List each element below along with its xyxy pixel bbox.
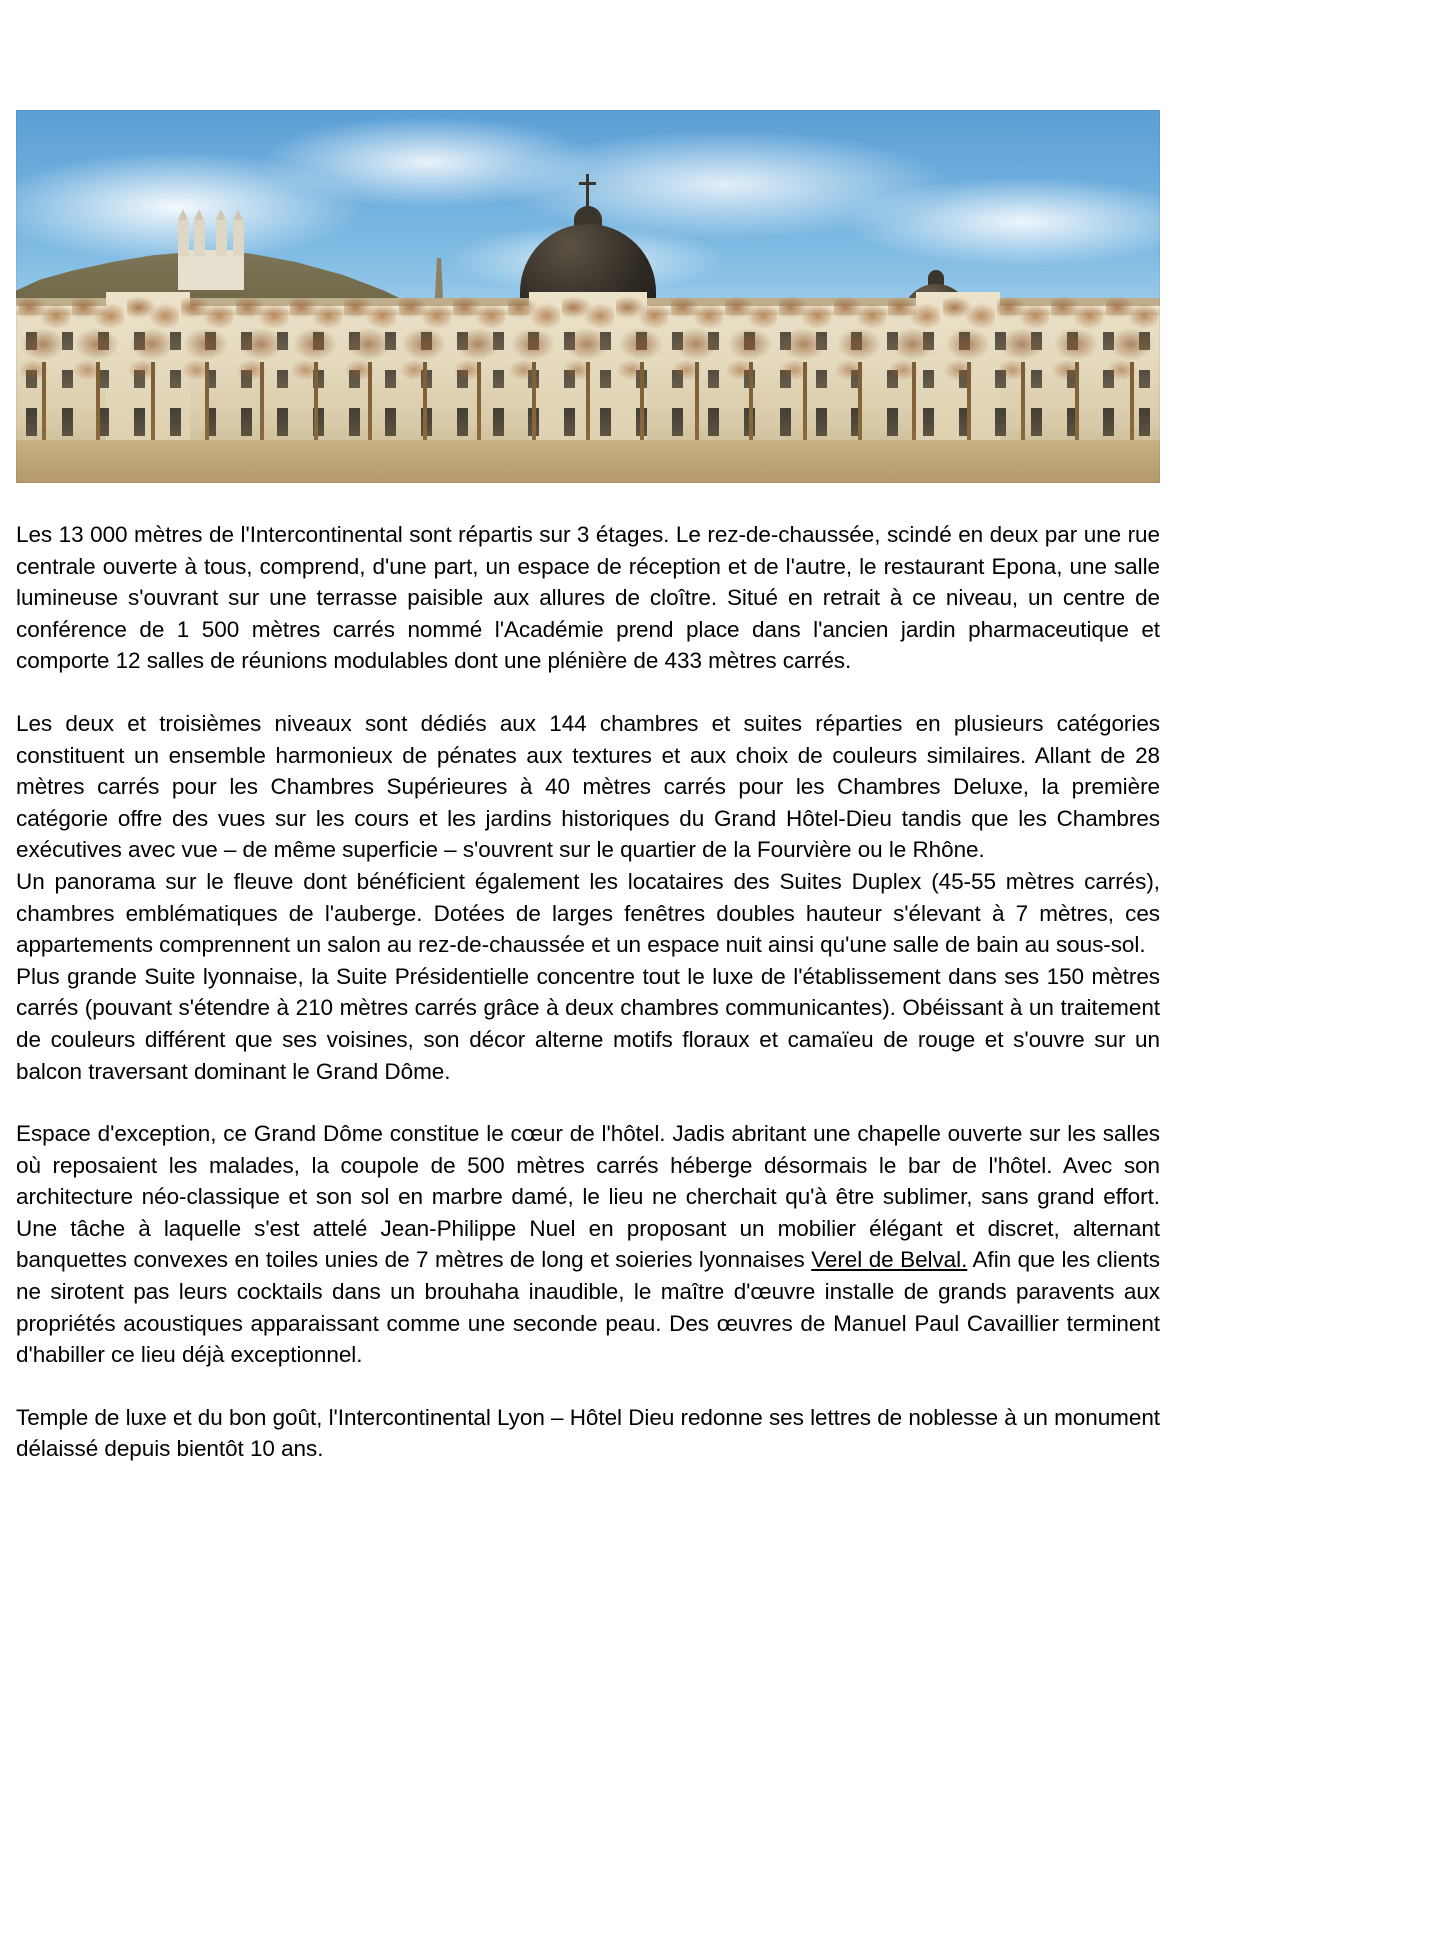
paragraph-presidential-suite: Plus grande Suite lyonnaise, la Suite Présidentielle concentre tout le luxe de l'établissement dans ses 150 mètres carrés (pouvant s'étendre à 210 mètres carrés grâce à deux chambres communicantes). Obéissant à un traitement de couleurs différent que ses voisines, son décor alterne motifs floraux et camaïeu de rouge et s'ouvre sur un balcon traversant dominant le Grand Dôme. [16, 963, 1160, 1084]
paragraph-spacer [16, 1087, 1160, 1118]
paragraph-duplex-suites: Un panorama sur le fleuve dont bénéficient également les locataires des Suites Duplex (45-55 mètres carrés), chambres emblématiques de l'auberge. Dotées de larges fenêtres doubles hauteur s'élevant à 7 mètres, ces appartements comprennent un salon au rez-de-chaussée et un espace nuit ainsi qu'une salle de bain au sous-sol. [16, 868, 1160, 958]
document-content [16, 110, 1160, 1465]
paragraph-spacer [16, 1371, 1160, 1402]
paragraph-rooms-and-suites: Les deux et troisièmes niveaux sont dédiés aux 144 chambres et suites réparties en plusieurs catégories constituent un ensemble harmonieux de pénates aux textures et aux choix de couleurs similaires. Allant de 28 mètres carrés pour les Chambres Supérieures à 40 mètres carrés pour les Chambres Deluxe, la première catégorie offre des vues sur les cours et les jardins historiques du Grand Hôtel-Dieu tandis que les Chambres exécutives avec vue – de même superficie – s'ouvrent sur le quartier de la Fourvière ou le Rhône. [16, 710, 1160, 863]
paragraph-ground-floor: Les 13 000 mètres de l'Intercontinental sont répartis sur 3 étages. Le rez-de-chaussée, scindé en deux par une rue centrale ouverte à tous, comprend, d'une part, un espace de réception et de l'autre, le restaurant Epona, une salle lumineuse s'ouvrant sur une terrasse paisible aux allures de cloître. Situé en retrait à ce niveau, un centre de conférence de 1 500 mètres carrés nommé l'Académie prend place dans l'ancien jardin pharmaceutique et comporte 12 salles de réunions modulables dont une plénière de 433 mètres carrés. [16, 522, 1160, 674]
esplanade-ground [16, 440, 1160, 483]
paragraph-grand-dome [16, 1118, 1160, 1371]
paragraph-conclusion: Temple de luxe et du bon goût, l'Intercontinental Lyon – Hôtel Dieu redonne ses lettres de noblesse à un monument délaissé depuis bientôt 10 ans. [16, 1404, 1160, 1462]
verel-de-belval-link[interactable]: Verel de Belval. [811, 1247, 968, 1273]
basilique-de-fourviere-icon [164, 220, 260, 290]
paragraph-grand-dome-text-before-link: Espace d'exception, ce Grand Dôme constitue le cœur de l'hôtel. Jadis abritant une chapelle ouverte sur les salles où reposaient les malades, la coupole de 500 mètres carrés héberge désormais le bar de l'hôtel. Avec son architecture néo-classique et son sol en marbre damé, le lieu ne cherchait qu'à être sublimer, sans grand effort. Une tâche à laquelle s'est attelé Jean-Philippe Nuel en proposant un mobilier élégant et discret, alternant banquettes convexes en toiles unies de 7 mètres de long et soieries lyonnaises [16, 1121, 1160, 1273]
tree-row [16, 288, 1160, 452]
article-body [16, 519, 1160, 1465]
paragraph-grand-dome-text-after-link: Afin que les clients ne sirotent pas leurs cocktails dans un brouhaha inaudible, le maître d'œuvre installe de grands paravents aux propriétés acoustiques apparaissant comme une seconde peau. Des œuvres de Manuel Paul Cavaillier terminent d'habiller ce lieu déjà exceptionnel. [16, 1247, 1160, 1368]
hero-photograph-grand-hotel-dieu [16, 110, 1160, 483]
paragraph-spacer [16, 677, 1160, 708]
